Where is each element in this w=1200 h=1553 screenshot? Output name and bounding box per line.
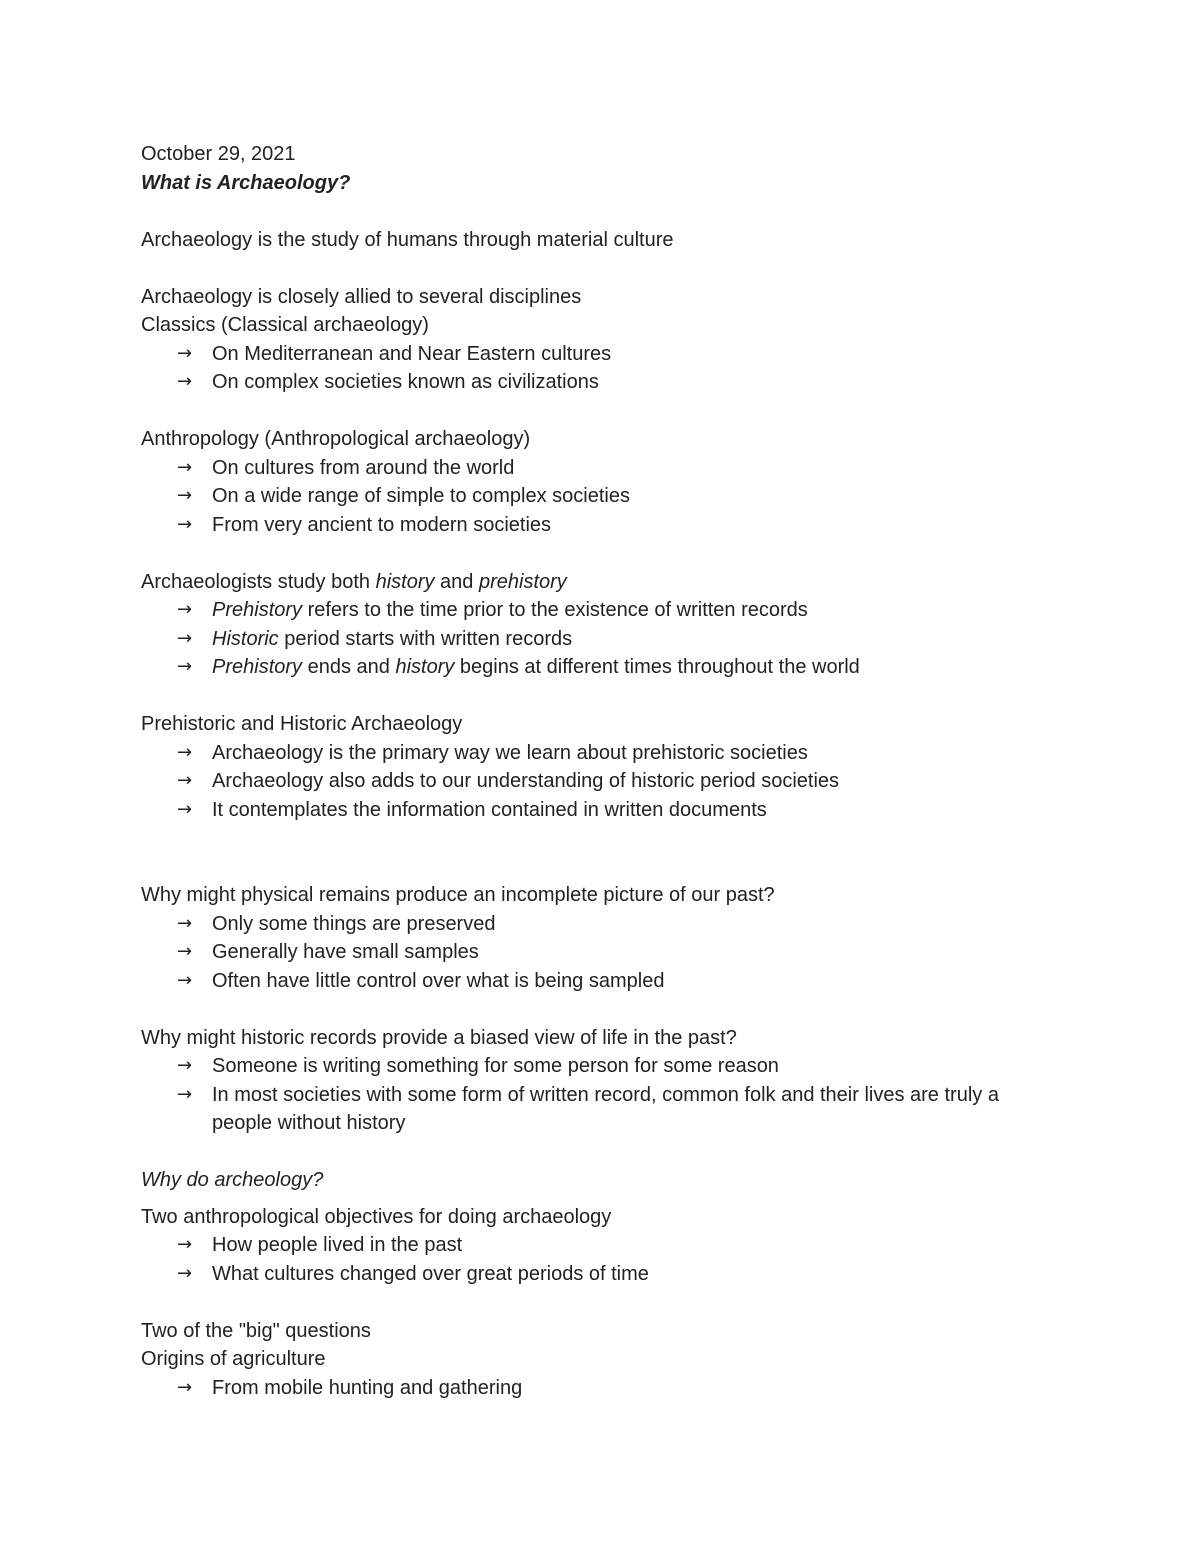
document-date: October 29, 2021 xyxy=(141,143,296,165)
list-item: → Generally have small samples xyxy=(141,938,1101,967)
list-item: → Historic period starts with written records xyxy=(141,625,1101,654)
historic-records-question: Why might historic records provide a biased view of life in the past? xyxy=(141,1026,737,1049)
classics-heading: Classics (Classical archaeology) xyxy=(141,314,429,336)
list-item: → On Mediterranean and Near Eastern cultures xyxy=(141,340,1101,369)
list-item: → Prehistory ends and history begins at different times throughout the world xyxy=(141,653,1101,682)
arrow-right-icon: → xyxy=(177,1055,193,1076)
list-item: → How people lived in the past xyxy=(141,1231,1101,1260)
arrow-right-icon: → xyxy=(177,798,193,820)
arrow-right-icon: → xyxy=(177,656,193,677)
anthropology-heading: Anthropology (Anthropological archaeology) xyxy=(141,428,531,450)
list-item: → From mobile hunting and gathering xyxy=(141,1374,1101,1403)
historic-records-bullet-list xyxy=(141,1052,1101,1138)
agriculture-bullet-list xyxy=(141,1374,1101,1403)
list-item: → From very ancient to modern societies xyxy=(141,511,1101,540)
prehistoric-historic-heading: Prehistoric and Historic Archaeology xyxy=(141,713,463,735)
list-item: → On a wide range of simple to complex societies xyxy=(141,482,1101,511)
arrow-right-icon: → xyxy=(177,342,193,364)
objectives-bullet-list xyxy=(141,1231,1101,1288)
list-item: → Archaeology is the primary way we learn about prehistoric societies xyxy=(141,739,1101,768)
arrow-right-icon: → xyxy=(177,1083,193,1105)
objectives-heading: Two anthropological objectives for doing archaeology xyxy=(141,1205,612,1228)
arrow-right-icon: → xyxy=(177,1262,193,1284)
arrow-right-icon: → xyxy=(177,1376,193,1398)
arrow-right-icon: → xyxy=(177,912,193,934)
list-item: → Archaeology also adds to our understanding of historic period societies xyxy=(141,767,1101,796)
arrow-right-icon: → xyxy=(177,969,193,991)
list-item: → In most societies with some form of written record, common folk and their lives are truly a people without history xyxy=(141,1081,1052,1138)
history-prehistory-heading: Archaeologists study both history and prehistory xyxy=(141,570,567,593)
list-item: → Often have little control over what is being sampled xyxy=(141,967,1101,996)
arrow-right-icon: → xyxy=(177,627,193,649)
list-item: → On complex societies known as civilizations xyxy=(141,368,1101,397)
classics-bullet-list xyxy=(141,340,1101,397)
allied-intro: Archaeology is closely allied to several disciplines xyxy=(141,285,582,308)
anthropology-bullet-list xyxy=(141,454,1101,540)
arrow-right-icon: → xyxy=(177,1234,193,1255)
definition-text: Archaeology is the study of humans through material culture xyxy=(141,228,674,251)
arrow-right-icon: → xyxy=(177,371,193,392)
list-item: → Prehistory refers to the time prior to the existence of written records xyxy=(141,596,1101,625)
physical-remains-question: Why might physical remains produce an incomplete picture of our past? xyxy=(141,884,775,906)
prehistoric-bullet-list xyxy=(141,739,1101,825)
history-bullet-list xyxy=(141,596,1101,682)
agriculture-heading: Origins of agriculture xyxy=(141,1348,326,1370)
big-questions-heading: Two of the "big" questions xyxy=(141,1319,371,1342)
why-archeology-heading: Why do archeology? xyxy=(141,1169,324,1191)
list-item: → Someone is writing something for some person for some reason xyxy=(141,1052,1101,1081)
arrow-right-icon: → xyxy=(177,485,193,506)
document-title: What is Archaeology? xyxy=(141,171,351,194)
list-item: → What cultures changed over great periods of time xyxy=(141,1260,1101,1289)
arrow-right-icon: → xyxy=(177,941,193,962)
physical-remains-bullet-list xyxy=(141,910,1101,996)
list-item: → It contemplates the information contained in written documents xyxy=(141,796,1101,825)
arrow-right-icon: → xyxy=(177,513,193,535)
arrow-right-icon: → xyxy=(177,770,193,791)
list-item: → Only some things are preserved xyxy=(141,910,1101,939)
arrow-right-icon: → xyxy=(177,456,193,478)
document-page xyxy=(141,140,1101,1402)
arrow-right-icon: → xyxy=(177,741,193,763)
arrow-right-icon: → xyxy=(177,599,193,620)
list-item: → On cultures from around the world xyxy=(141,454,1101,483)
